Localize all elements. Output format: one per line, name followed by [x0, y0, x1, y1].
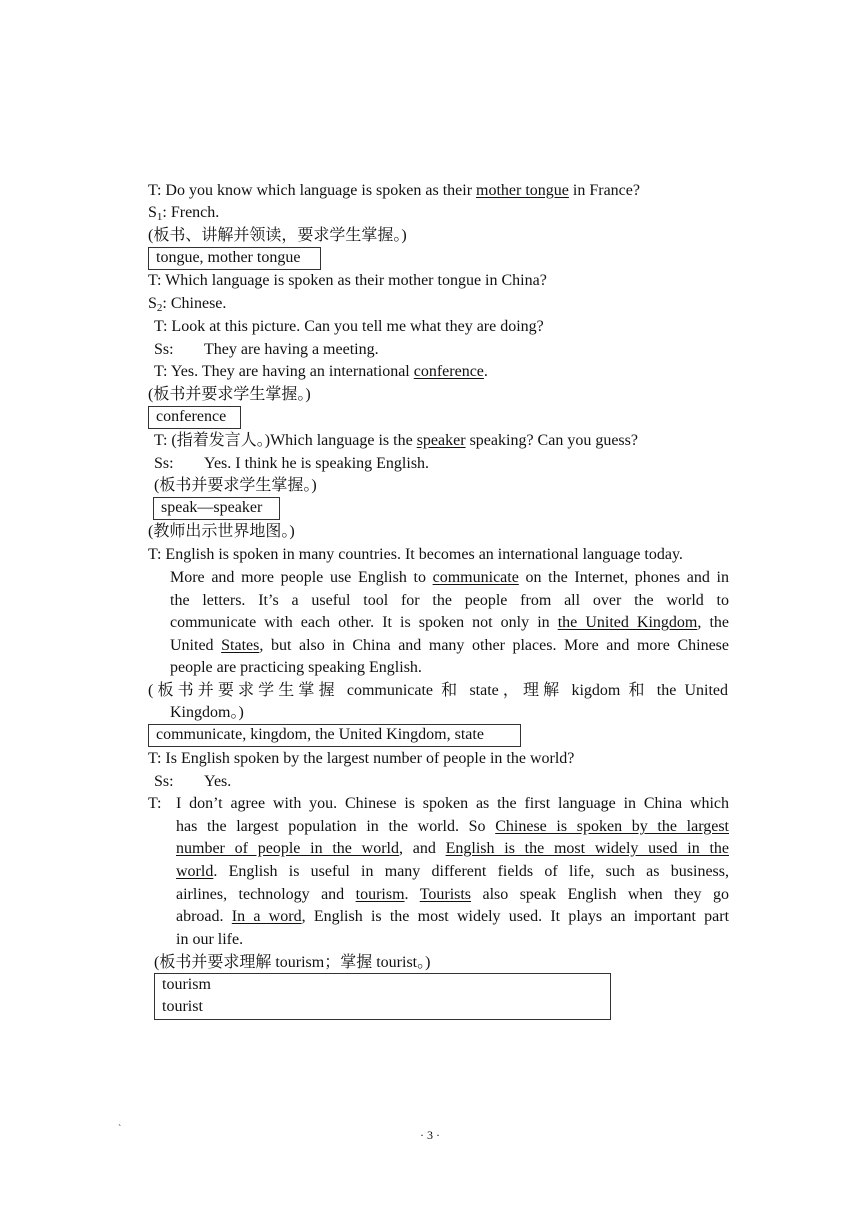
blackboard-note: (板书、讲解并领读，要求学生掌握。) [148, 227, 407, 244]
speaker-label: T: [148, 795, 162, 812]
subscript: 2 [156, 302, 163, 314]
text: communicate with each other. It is spoken not only in [170, 614, 558, 631]
underlined-term: number of people in the world [176, 840, 399, 857]
underlined-term: States [221, 637, 260, 654]
underlined-term: Chinese is spoken by the largest [495, 818, 730, 835]
blackboard-note: (板书并要求学生掌握。) [148, 386, 311, 403]
speaker-label: Ss: [154, 455, 174, 472]
text: T: Do you know which language is spoken as their [148, 182, 477, 199]
speaker-label: Ss: [154, 341, 174, 358]
text: , but also in China and many other places. More and more Chinese [259, 637, 730, 654]
text: More and more people use English to [170, 569, 433, 586]
underlined-term: In a word [231, 908, 302, 925]
text-line [154, 771, 231, 793]
paragraph-first-line: T: English is spoken in many countries. It becomes an international language today. [148, 546, 683, 563]
text: T: Yes. They are having an international [154, 363, 414, 380]
text: : Chinese. [162, 295, 227, 312]
underlined-term: speaker [416, 432, 466, 449]
text: S [148, 295, 157, 312]
text: T: (指着发言人。)Which language is the [154, 432, 417, 449]
text: has the largest population in the world. So [176, 818, 496, 835]
blackboard-note: Kingdom。) [170, 704, 244, 721]
paragraph-line: in our life. [176, 931, 244, 948]
text: speaking? Can you guess? [465, 432, 638, 449]
paragraph-line [170, 612, 729, 634]
paragraph-line [176, 906, 729, 928]
text-line [148, 293, 226, 315]
text-line: T: Look at this picture. Can you tell me what they are doing? [154, 318, 544, 335]
underlined-term: English is the most widely used in the [445, 840, 729, 857]
text-line [154, 361, 488, 383]
text: Yes. [204, 773, 232, 790]
underlined-term: Tourists [419, 886, 472, 903]
subscript: 1 [156, 211, 163, 223]
underlined-term: mother tongue [476, 182, 569, 199]
text: airlines, technology and [176, 886, 356, 903]
page-number: · 3 · [420, 1128, 440, 1142]
speaker-label: Ss: [154, 773, 174, 790]
text: Yes. I think he is speaking English. [204, 455, 430, 472]
paragraph-line [170, 567, 729, 589]
text-line: T: Is English spoken by the largest number of people in the world? [148, 750, 575, 767]
text-line: T: Which language is spoken as their mother tongue in China? [148, 272, 547, 289]
paragraph-line: the letters. It’s a useful tool for the people from all over the world to [170, 592, 729, 609]
text: also speak English when they go [471, 886, 730, 903]
text: in France? [568, 182, 640, 199]
text-line [154, 430, 638, 452]
blackboard-box: conference [148, 406, 241, 429]
text: , the [697, 614, 729, 631]
text: . [483, 363, 488, 380]
blackboard-note: (板书并要求学生掌握 communicate 和 state，理解 kigdom 和 the United [148, 682, 728, 699]
blackboard-note: (板书并要求理解 tourism；掌握 tourist。) [154, 954, 431, 971]
blackboard-box: speak—speaker [153, 497, 280, 520]
text: . English is useful in many different fields of life, such as business, [213, 863, 729, 880]
paragraph-line [176, 884, 729, 906]
underlined-term: world [176, 863, 214, 880]
blackboard-note: (教师出示世界地图。) [148, 523, 295, 540]
text-line [154, 339, 379, 361]
text: , English is the most widely used. It plays an important part [301, 908, 730, 925]
text: , and [398, 840, 446, 857]
blackboard-box: tongue, mother tongue [148, 247, 321, 270]
underlined-term: tourism [355, 886, 405, 903]
blackboard-box: communicate, kingdom, the United Kingdom, state [148, 724, 521, 747]
text-line [148, 180, 640, 202]
text: abroad. [176, 908, 232, 925]
underlined-term: the United Kingdom [557, 614, 698, 631]
text-line [148, 202, 219, 224]
text: on the Internet, phones and in [518, 569, 729, 586]
text: They are having a meeting. [204, 341, 379, 358]
text: . [404, 886, 420, 903]
underlined-term: conference [413, 363, 484, 380]
underlined-term: communicate [432, 569, 519, 586]
box-line: tourism [162, 976, 211, 993]
paragraph-line [176, 838, 729, 860]
blackboard-box [154, 973, 611, 1020]
text: United [170, 637, 222, 654]
paragraph-line [176, 816, 729, 838]
paragraph-line [176, 861, 729, 883]
text-line [154, 453, 429, 475]
paragraph-line [170, 635, 729, 657]
box-line: tourist [162, 998, 203, 1015]
stray-mark: ` [118, 1124, 122, 1135]
blackboard-note: (板书并要求学生掌握。) [154, 477, 317, 494]
paragraph-line: I don’t agree with you. Chinese is spoken as the first language in China which [176, 795, 729, 812]
paragraph-line: people are practicing speaking English. [170, 659, 422, 676]
text: : French. [162, 204, 220, 221]
text: S [148, 204, 157, 221]
